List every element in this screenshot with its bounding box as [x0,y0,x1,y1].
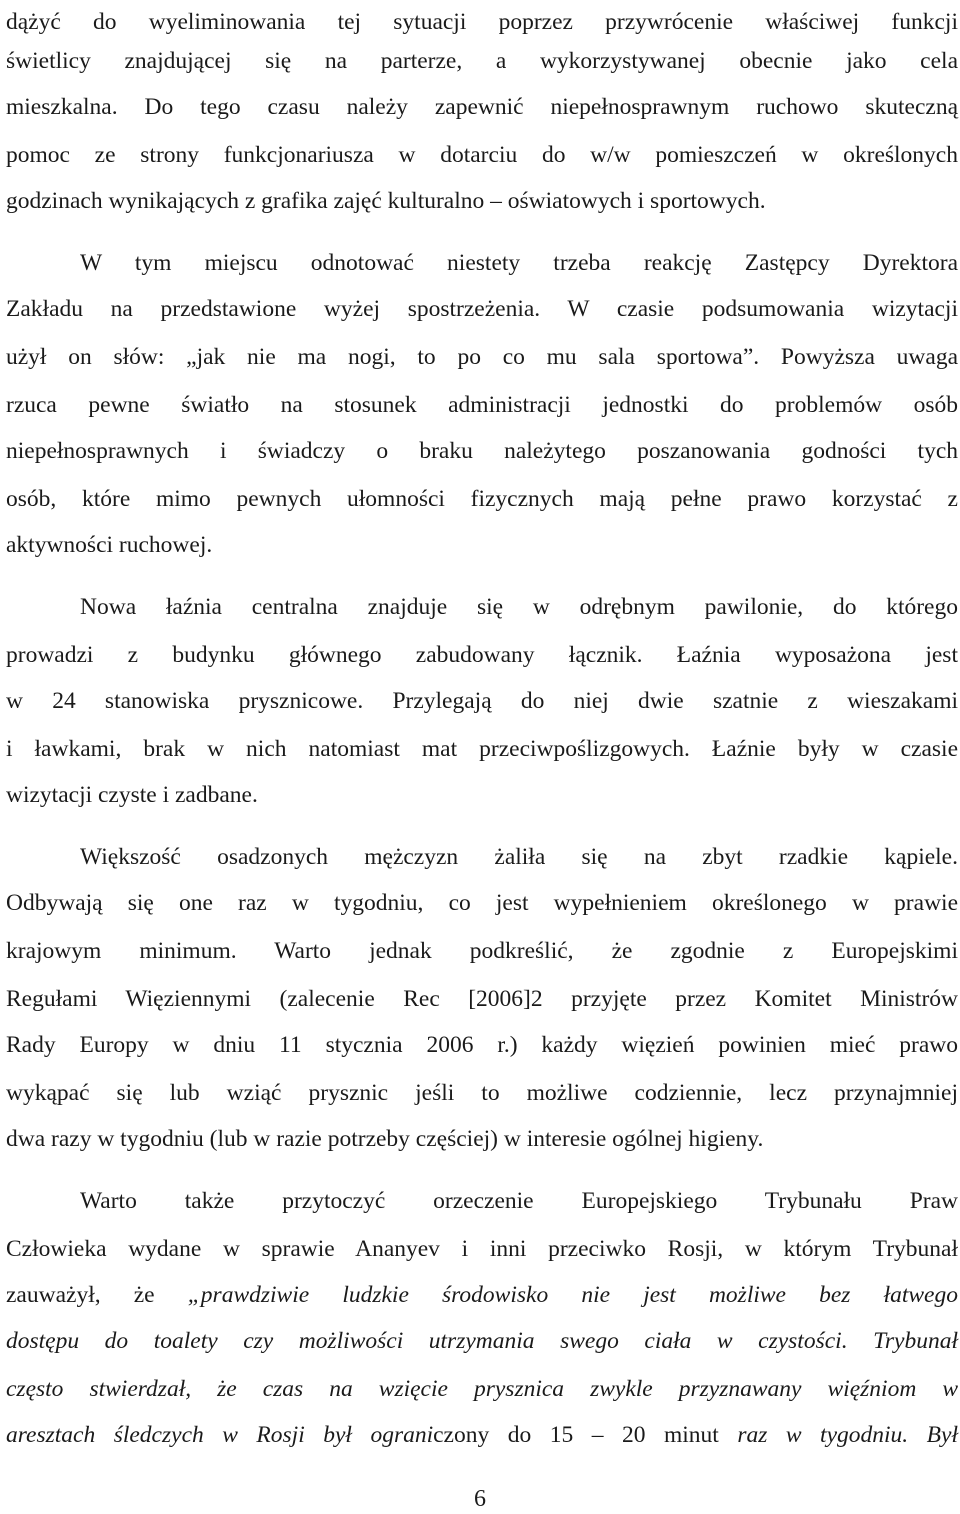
text-line-quote: często stwierdzał, że czas na wzięcie prysznica zwykle przyznawany więźniom w [6,1376,958,1402]
text-line: pomoc ze strony funkcjonariusza w dotarciu do w/w pomieszczeń w określonych [6,142,958,168]
text-line: mieszkalna. Do tego czasu należy zapewnić niepełnosprawnym ruchowo skuteczną [6,94,958,120]
text-line: dążyć do wyeliminowania tej sytuacji poprzez przywrócenie właściwej funkcji [6,9,958,35]
text-line: Warto także przytoczyć orzeczenie Europejskiego Trybunału Praw [80,1188,958,1214]
text-line: Większość osadzonych mężczyzn żaliła się na zbyt rzadkie kąpiele. [80,844,958,870]
text-line: Zakładu na przedstawione wyżej spostrzeżenia. W czasie podsumowania wizytacji [6,296,958,322]
text-line: dwa razy w tygodniu (lub w razie potrzeby częściej) w interesie ogólnej higieny. [6,1126,764,1152]
text-line: Regułami Więziennymi (zalecenie Rec [2006]2 przyjęte przez Komitet Ministrów [6,986,958,1012]
text-line-quote-start [6,1280,958,1310]
page-number: 6 [474,1486,486,1512]
text-line: krajowym minimum. Warto jednak podkreślić, że zgodnie z Europejskimi [6,938,958,964]
text-line: Człowieka wydane w sprawie Ananyev i inni przeciwko Rosji, w którym Trybunał [6,1236,958,1262]
text-line: Nowa łaźnia centralna znajduje się w odrębnym pawilonie, do którego [80,594,958,620]
text-line: W tym miejscu odnotować niestety trzeba reakcję Zastępcy Dyrektora [80,250,958,276]
text-line: aktywności ruchowej. [6,532,213,558]
text-line: prowadzi z budynku głównego zabudowany łącznik. Łaźnia wyposażona jest [6,642,958,668]
text-line: rzuca pewne światło na stosunek administracji jednostki do problemów osób [6,392,958,418]
italic-quote-span: aresztach śledczych w Rosji był ograni [6,1422,434,1448]
text-line: świetlicy znajdującej się na parterze, a wykorzystywanej obecnie jako cela [6,48,958,74]
text-line: Odbywają się one raz w tygodniu, co jest wypełnieniem określonego w prawie [6,890,958,916]
text-line: niepełnosprawnych i świadczy o braku należytego poszanowania godności tych [6,438,958,464]
text-line: wykąpać się lub wziąć prysznic jeśli to możliwe codziennie, lecz przynajmniej [6,1080,958,1106]
text-line: Rady Europy w dniu 11 stycznia 2006 r.) każdy więzień powinien mieć prawo [6,1032,958,1058]
text-span: czony do 15 – 20 minut [433,1422,738,1448]
text-line: w 24 stanowiska prysznicowe. Przylegają do niej dwie szatnie z wieszakami [6,688,958,714]
text-line: wizytacji czyste i zadbane. [6,782,258,808]
text-line: godzinach wynikających z grafika zajęć kulturalno – oświatowych i sportowych. [6,188,766,214]
text-line-quote: dostępu do toalety czy możliwości utrzymania swego ciała w czystości. Trybunał [6,1328,958,1354]
text-line: użył on słów: „jak nie ma nogi, to po co mu sala sportowa”. Powyższa uwaga [6,344,958,370]
text-line: osób, które mimo pewnych ułomności fizycznych mają pełne prawo korzystać z [6,486,958,512]
text-line-quote-end [6,1420,958,1450]
text-line: i ławkami, brak w nich natomiast mat przeciwpoślizgowych. Łaźnie były w czasie [6,736,958,762]
italic-quote-span: raz w tygodniu. Był [737,1422,958,1448]
italic-quote-span: „prawdziwie ludzkie środowisko nie jest możliwe bez łatwego [187,1282,958,1308]
text-span: zauważył, że [6,1282,188,1308]
